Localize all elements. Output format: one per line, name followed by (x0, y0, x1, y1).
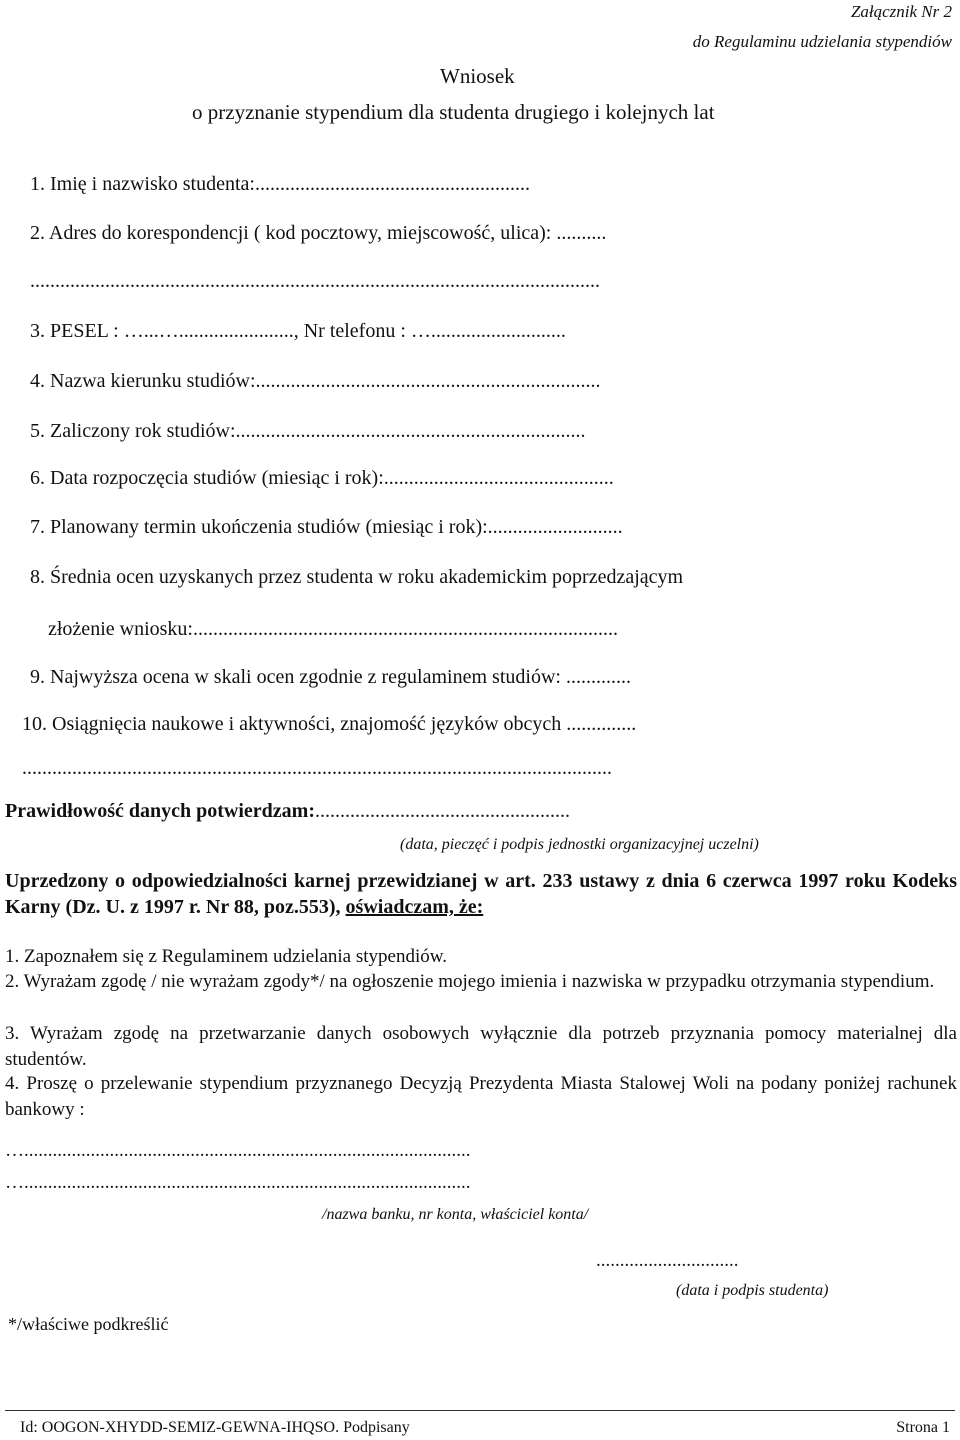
footer-document-id: Id: OOGON-XHYDD-SEMIZ-GEWNA-IHQSO. Podpisany (20, 1419, 410, 1436)
bank-line-1[interactable]: ….............................................................................................. (5, 1140, 471, 1161)
field-field-of-study[interactable]: 4. Nazwa kierunku studiów:..................................................................... (30, 370, 601, 392)
field-achievements-continued[interactable]: ...................................................................................................................... (22, 757, 612, 779)
declaration-point-2: 2. Wyrażam zgodę / nie wyrażam zgody*/ na ogłoszenie mojego imienia i nazwiska w przypadku otrzymania stypendium. (5, 971, 935, 992)
annex-number: Załącznik Nr 2 (850, 2, 952, 21)
field-address[interactable]: 2. Adres do korespondencji ( kod pocztowy, miejscowość, ulica): .......... (30, 222, 607, 244)
field-highest-grade[interactable]: 9. Najwyższa ocena w skali ocen zgodnie z regulaminem studiów: ............. (30, 666, 631, 688)
declaration-intro (5, 868, 957, 920)
page-title: Wniosek (440, 64, 515, 88)
field-planned-completion[interactable]: 7. Planowany termin ukończenia studiów (miesiąc i rok):........................... (30, 516, 623, 538)
student-signature-line[interactable]: .............................. (596, 1250, 739, 1271)
declaration-point-3: 3. Wyrażam zgodę na przetwarzanie danych osobowych wyłącznie dla potrzeb przyznania pomocy materialnej dla studentów. (5, 1023, 957, 1070)
student-signature-caption: (data i podpis studenta) (676, 1282, 829, 1299)
bank-line-2[interactable]: ….............................................................................................. (5, 1172, 471, 1193)
declaration-intro-text: Uprzedzony o odpowiedzialności karnej przewidzianej w art. 233 ustawy z dnia 6 czerwca 1997 roku Kodeks Karny (Dz. U. z 1997 r. Nr 88, poz.553), (5, 870, 957, 918)
field-study-start-date[interactable]: 6. Data rozpoczęcia studiów (miesiąc i rok):.............................................. (30, 467, 614, 489)
footnote: */właściwe podkreślić (8, 1314, 169, 1334)
confirm-signature-line[interactable]: ................................................... (314, 800, 570, 822)
field-pesel-phone[interactable]: 3. PESEL : …...…......................., Nr telefonu : …........................... (30, 320, 566, 342)
declaration-statement: oświadczam, że: (345, 896, 484, 918)
footer-divider (5, 1410, 955, 1411)
field-completed-year[interactable]: 5. Zaliczony rok studiów:...................................................................... (30, 420, 586, 442)
field-achievements[interactable]: 10. Osiągnięcia naukowe i aktywności, znajomość języków obcych .............. (22, 713, 637, 735)
regulation-reference: do Regulaminu udzielania stypendiów (692, 32, 952, 51)
field-student-name[interactable]: 1. Imię i nazwisko studenta:....................................................... (30, 173, 530, 195)
confirm-label: Prawidłowość danych potwierdzam: (5, 800, 315, 822)
bank-caption: /nazwa banku, nr konta, właściciel konta/ (322, 1206, 589, 1223)
page-subtitle: o przyznanie stypendium dla studenta drugiego i kolejnych lat (192, 100, 715, 124)
footer-page-number: Strona 1 (896, 1419, 950, 1436)
declaration-point-4: 4. Proszę o przelewanie stypendium przyznanego Decyzją Prezydenta Miasta Stalowej Woli na podany poniżej rachunek bankowy : (5, 1073, 957, 1120)
declaration-point-1: 1. Zapoznałem się z Regulaminem udzielania stypendiów. (5, 946, 447, 967)
confirm-caption: (data, pieczęć i podpis jednostki organizacyjnej uczelni) (400, 836, 759, 853)
confirm-row (5, 800, 570, 823)
field-average-grade-label: 8. Średnia ocen uzyskanych przez studenta w roku akademickim poprzedzającym (30, 566, 684, 588)
field-address-continued[interactable]: .................................................................................................................. (30, 270, 600, 292)
field-average-grade[interactable]: złożenie wniosku:..................................................................................... (48, 618, 618, 640)
